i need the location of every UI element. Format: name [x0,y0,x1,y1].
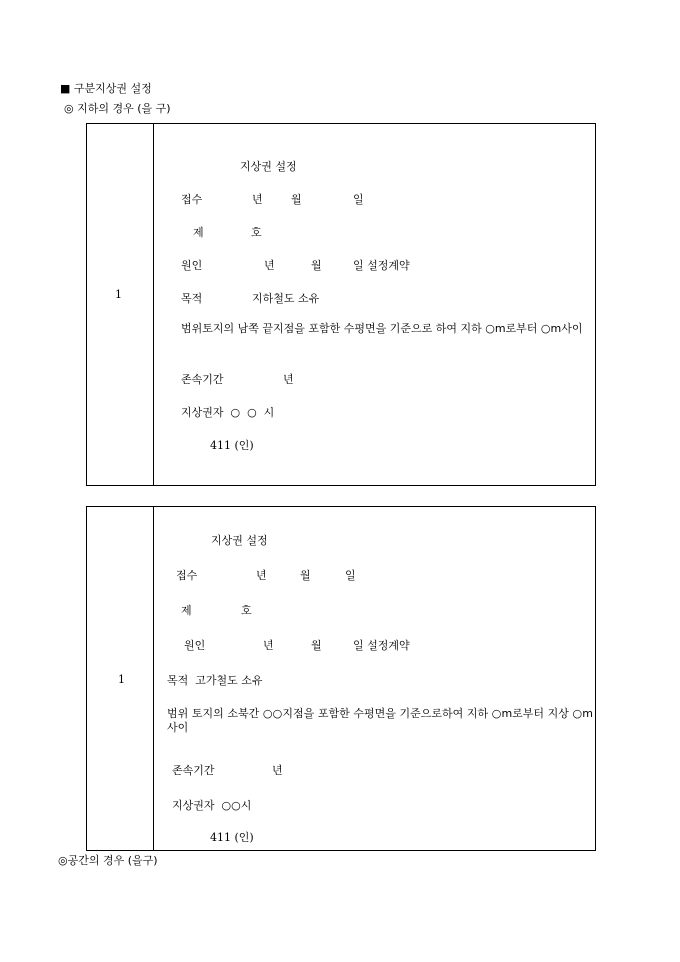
number-prefix: 제 [181,604,192,617]
entry-title: 지상권 설정 [240,160,297,173]
entry-title: 지상권 설정 [211,534,268,547]
purpose-value: 지하철도 소유 [252,292,320,305]
receipt-year: 년 [252,193,263,206]
scope-text: 범위토지의 남쪽 끝지점을 포함한 수평면을 기준으로 하여 지하 ○m로부터 ○m사이 [181,322,583,335]
right-holder: 지상권자 ○ ○ 시 [181,406,275,419]
scope-text: 범위 토지의 소북간 ○○지점을 포함한 수평면을 기준으로하여 지하 ○m로부터 지상 ○m사이 [167,707,593,734]
cause-day: 일 설정계약 [353,639,410,652]
number-suffix: 호 [251,226,262,239]
column-divider [153,507,154,850]
receipt-year: 년 [256,569,267,582]
duration-label: 존속기간 [172,764,215,777]
row-number: 1 [118,673,125,686]
duration-unit: 년 [272,764,283,777]
receipt-label: 접수 [176,569,198,582]
receipt-label: 접수 [181,193,203,206]
cause-year: 년 [263,639,274,652]
seal-number: 411 (인) [210,439,254,452]
column-divider [153,124,154,485]
receipt-day: 일 [345,569,356,582]
cause-month: 월 [311,639,322,652]
receipt-month: 월 [300,569,311,582]
cause-label: 원인 [181,259,203,272]
section-label-space: ◎공간의 경우 (을구) [58,854,158,867]
row-number: 1 [115,288,122,301]
section-label-underground: ◎ 지하의 경우 (을 구) [64,102,171,115]
receipt-day: 일 [353,193,364,206]
cause-year: 년 [264,259,275,272]
register-table-underground [86,123,596,486]
purpose-label: 목적 [181,292,203,305]
section-heading: ■ 구분지상권 설정 [60,82,152,95]
purpose-text: 목적 고가철도 소유 [167,674,263,687]
number-suffix: 호 [241,604,252,617]
duration-label: 존속기간 [181,373,224,386]
cause-label: 원인 [184,639,206,652]
duration-unit: 년 [283,373,294,386]
receipt-month: 월 [291,193,302,206]
right-holder: 지상권자 ○○시 [172,799,252,812]
cause-month: 월 [311,259,322,272]
seal-number: 411 (인) [210,831,254,844]
cause-day: 일 설정계약 [353,259,410,272]
register-table-space [86,506,596,851]
number-prefix: 제 [193,226,204,239]
